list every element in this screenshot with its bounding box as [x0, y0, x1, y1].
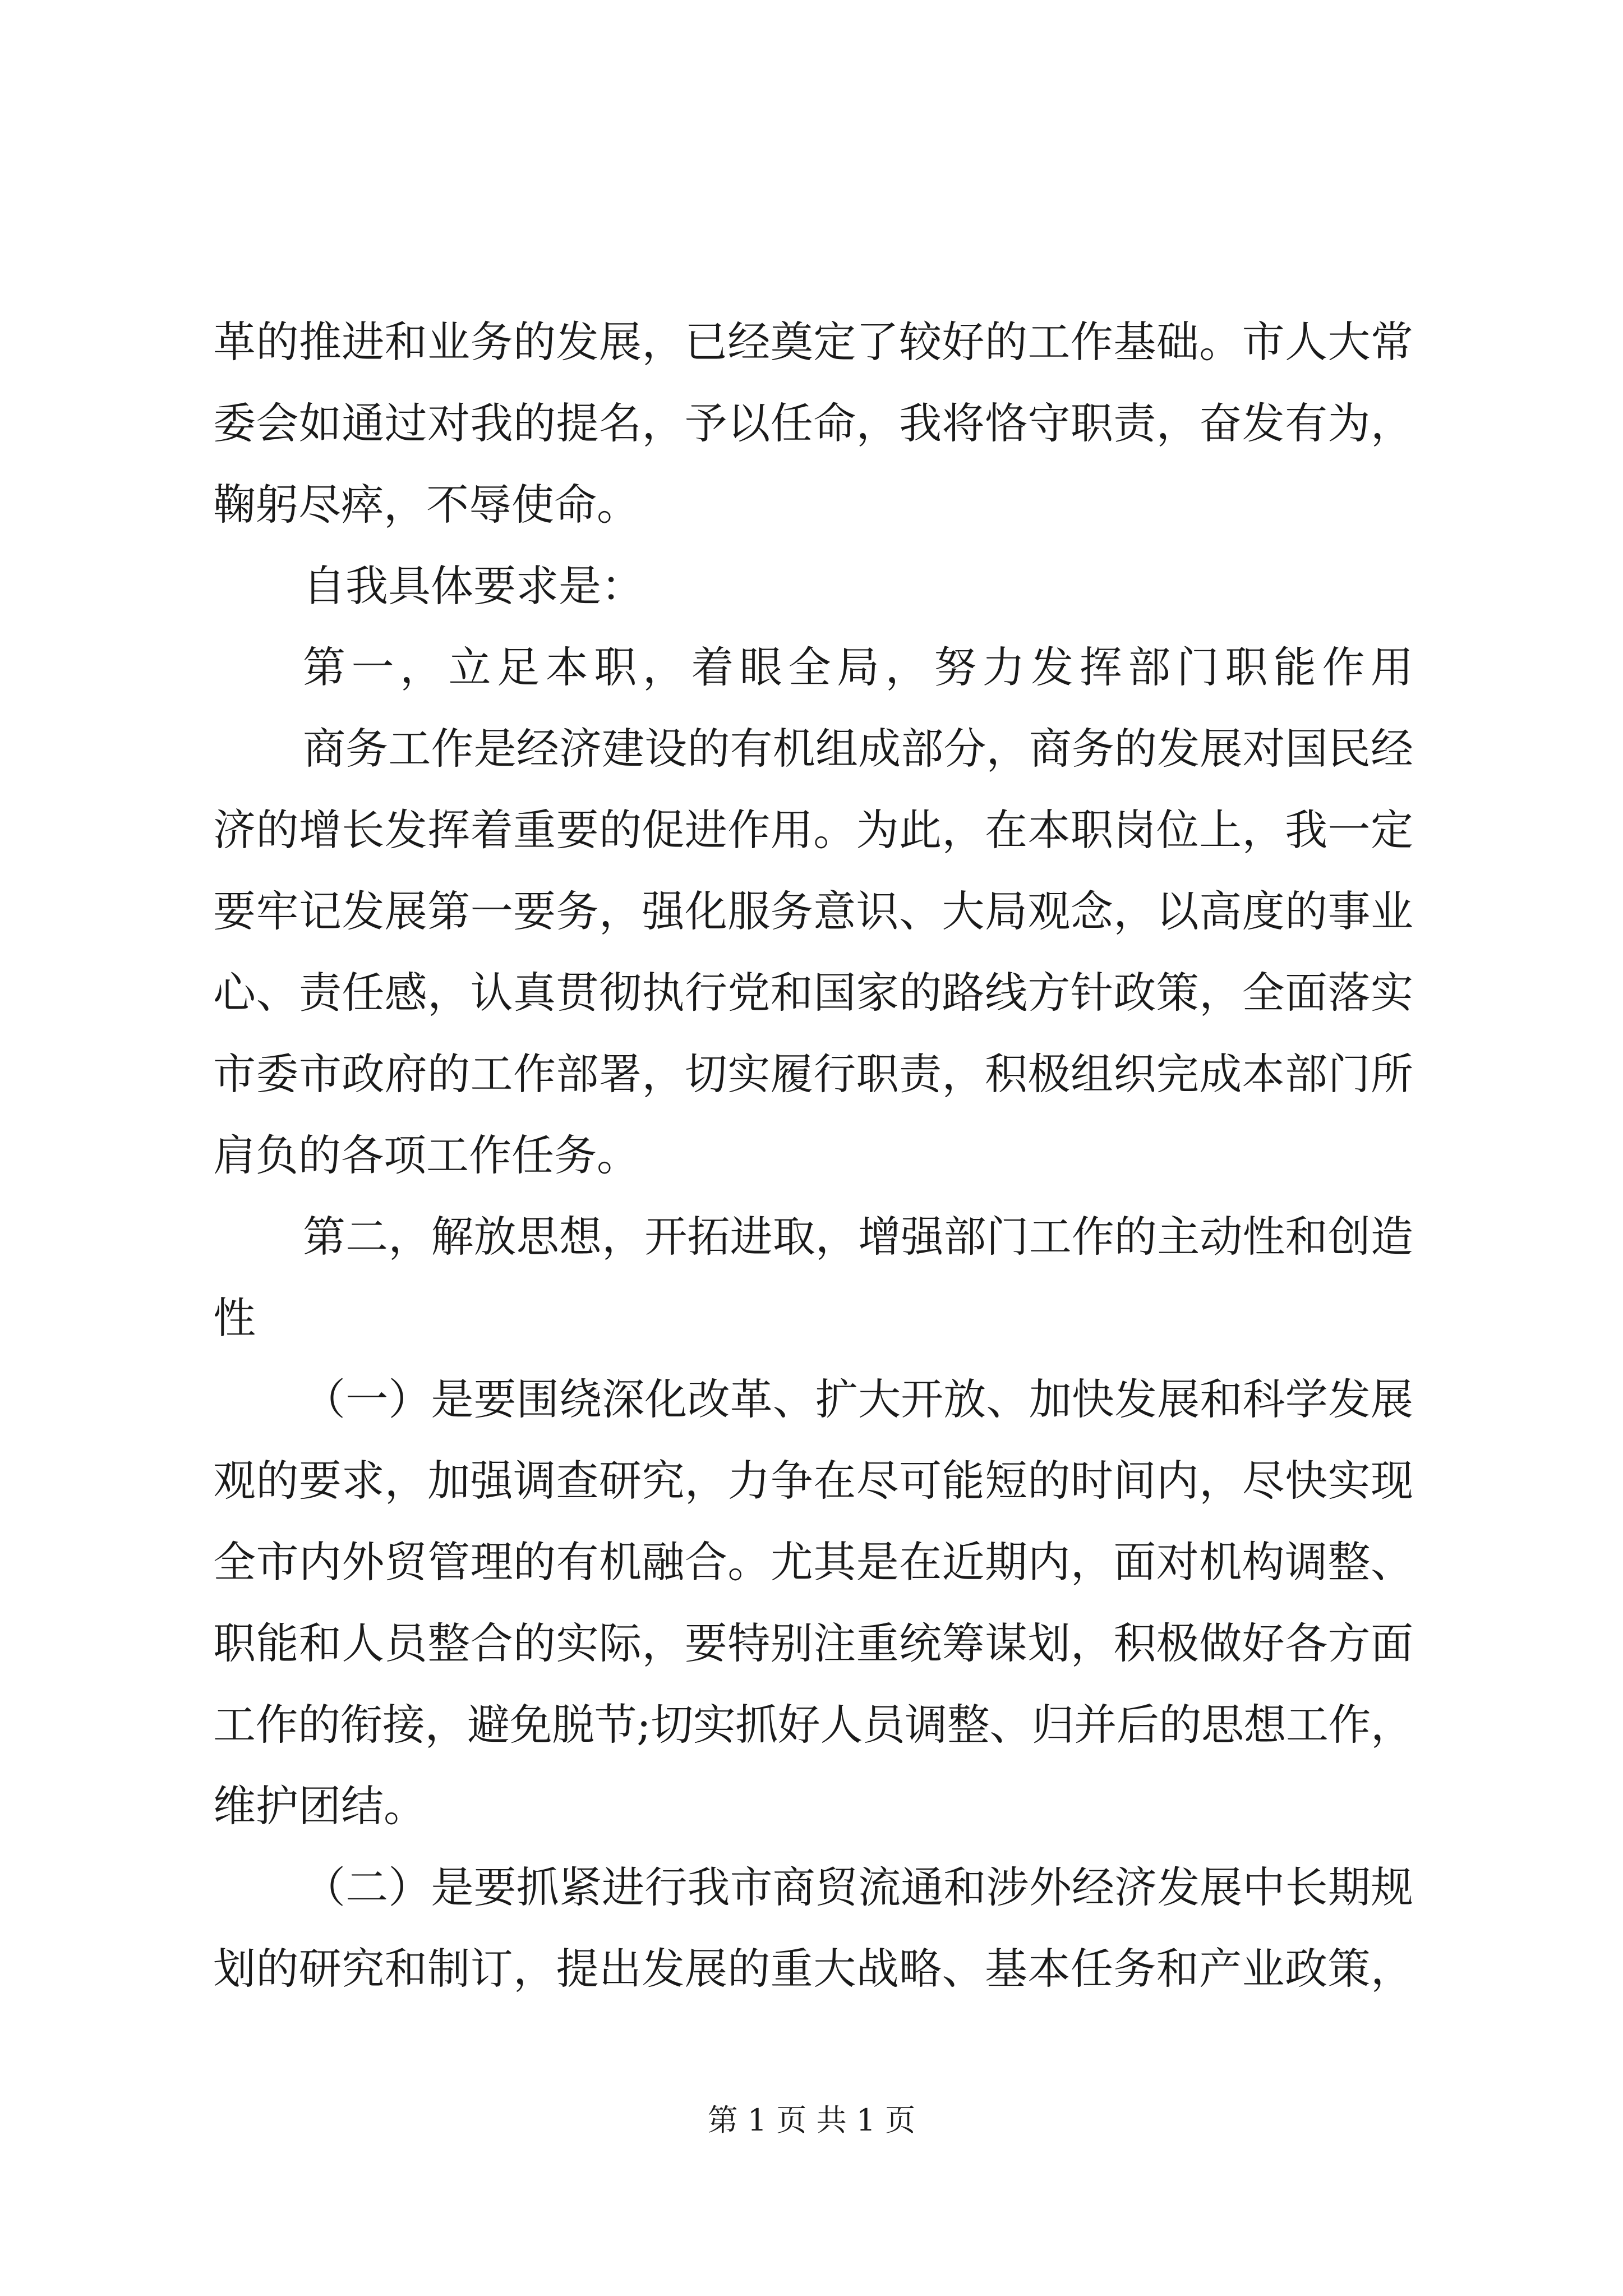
- text-line-content: 革的推进和业务的发展，已经奠定了较好的工作基础。市人大常: [213, 317, 1414, 367]
- text-line-content: 市委市政府的工作部署，切实履行职责，积极组织完成本部门所: [213, 1049, 1414, 1099]
- page-footer: 第 1 页 共 1 页: [707, 2102, 916, 2138]
- text-line: [0, 707, 1623, 791]
- text-line: [0, 381, 1623, 466]
- section-heading: [0, 1195, 1623, 1279]
- section-heading-text: 第一，立足本职，着眼全局，努力发挥部门职能作用: [303, 642, 1419, 692]
- text-line-content: 心、责任感，认真贯彻执行党和国家的路线方针政策，全面落实: [213, 968, 1414, 1018]
- section-heading: [0, 1276, 1623, 1360]
- text-line-content: 鞠躬尽瘁，不辱使命。: [213, 480, 639, 530]
- text-line: [0, 1764, 1623, 1848]
- text-line: [0, 1927, 1623, 2011]
- text-line: [0, 1846, 1623, 1930]
- section-heading: [0, 625, 1623, 710]
- text-line: [0, 1439, 1623, 1523]
- text-line-content: （一）是要围绕深化改革、扩大开放、加快发展和科学发展: [303, 1374, 1414, 1424]
- text-line-content: 职能和人员整合的实际，要特别注重统筹谋划，积极做好各方面: [213, 1618, 1414, 1668]
- text-line: [0, 1358, 1623, 1442]
- text-line-content: 济的增长发挥着重要的促进作用。为此，在本职岗位上，我一定: [213, 805, 1414, 855]
- text-line: [0, 463, 1623, 547]
- text-line: [0, 869, 1623, 954]
- text-line: [0, 788, 1623, 872]
- text-line-content: 划的研究和制订，提出发展的重大战略、基本任务和产业政策，: [213, 1944, 1414, 1994]
- text-line-content: （二）是要抓紧进行我市商贸流通和涉外经济发展中长期规: [303, 1862, 1414, 1912]
- text-line-content: 自我具体要求是：: [303, 561, 644, 611]
- text-line-content: 委会如通过对我的提名，予以任命，我将恪守职责，奋发有为，: [213, 398, 1414, 448]
- text-line: [0, 544, 1623, 628]
- text-line: [0, 300, 1623, 384]
- text-line-content: 工作的衔接，避免脱节;切实抓好人员调整、归并后的思想工作，: [213, 1700, 1413, 1750]
- text-line: [0, 951, 1623, 1035]
- text-line-content: 商务工作是经济建设的有机组成部分，商务的发展对国民经: [303, 724, 1414, 774]
- text-line: [0, 1114, 1623, 1198]
- section-heading-text: 第二，解放思想，开拓进取，增强部门工作的主动性和创造: [303, 1212, 1414, 1262]
- text-line-content: 观的要求，加强调查研究，力争在尽可能短的时间内，尽快实现: [213, 1456, 1414, 1506]
- text-line-content: 维护团结。: [213, 1781, 426, 1831]
- text-line: [0, 1602, 1623, 1686]
- text-line: [0, 1032, 1623, 1116]
- text-line-content: 全市内外贸管理的有机融合。尤其是在近期内，面对机构调整、: [213, 1537, 1414, 1587]
- text-line: [0, 1520, 1623, 1604]
- text-line: [0, 1683, 1623, 1767]
- text-line-content: 肩负的各项工作任务。: [213, 1130, 639, 1180]
- section-heading-text: 性: [213, 1293, 256, 1343]
- text-line-content: 要牢记发展第一要务，强化服务意识、大局观念，以高度的事业: [213, 886, 1414, 936]
